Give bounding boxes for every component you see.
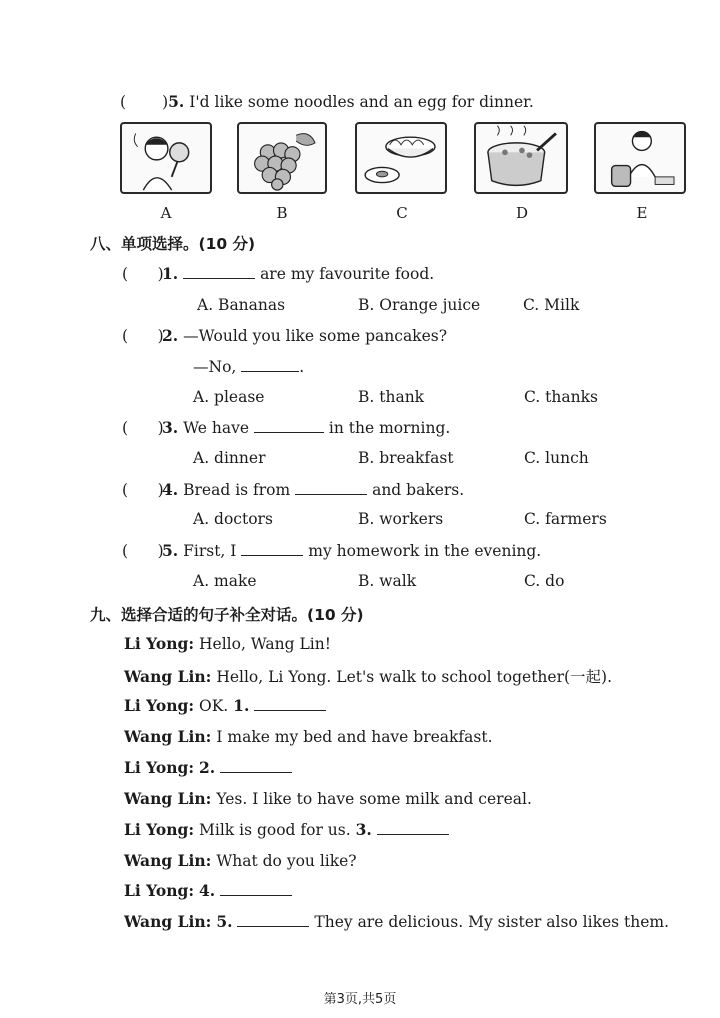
answer-blank[interactable] [254, 696, 326, 711]
option-b: B. Orange juice [358, 296, 481, 314]
question-text-before: We have [183, 419, 250, 437]
answer-blank[interactable] [220, 758, 292, 773]
question-text-after: my homework in the evening. [308, 542, 542, 560]
option-a: A. Bananas [197, 296, 286, 314]
dialogue-line-5 [124, 758, 292, 777]
answer-paren[interactable]: ( ) [122, 419, 164, 437]
mc-question-2 [122, 326, 447, 345]
option-a: A. dinner [193, 449, 266, 467]
picture-c [355, 122, 447, 194]
dialogue-text: I make my bed and have breakfast. [216, 728, 493, 746]
noodles-and-egg-icon [357, 124, 445, 192]
answer-paren-open[interactable]: ( [120, 93, 127, 111]
child-with-schoolbag-icon [596, 124, 684, 192]
question-text: are my favourite food. [260, 265, 435, 283]
mc-question-2-reply [193, 357, 304, 376]
picture-a [120, 122, 212, 194]
dialogue-line-7 [124, 820, 449, 839]
picture-letter-e: E [636, 204, 648, 222]
option-a: A. please [193, 388, 265, 406]
dialogue-line-2 [124, 665, 612, 687]
picture-d [474, 122, 568, 194]
speaker-name: Li Yong: [124, 696, 195, 715]
blank-number: 4. [199, 881, 216, 900]
question-text: —Would you like some pancakes? [183, 327, 448, 345]
dialogue-text: Hello, Wang Lin! [199, 635, 331, 653]
child-with-mirror-icon [122, 124, 210, 192]
picture-e [594, 122, 686, 194]
speaker-name: Wang Lin: [124, 727, 212, 746]
blank-number: 5. [216, 912, 233, 931]
answer-blank[interactable] [237, 912, 309, 927]
speaker-name: Wang Lin: [124, 851, 212, 870]
section-9-title: 九、选择合适的句子补全对话。(10 分) [90, 606, 364, 624]
option-a: A. doctors [193, 510, 273, 528]
mc-question-4 [122, 480, 464, 499]
answer-paren[interactable]: ( ) [122, 481, 164, 499]
option-c: C. thanks [524, 388, 598, 406]
reply-text: —No, [193, 358, 237, 376]
question-text-after: in the morning. [328, 419, 451, 437]
question-number: 4. [162, 480, 179, 499]
question-number: 5. [162, 541, 179, 560]
blank-number: 3. [355, 820, 372, 839]
page-footer: 第3页,共5页 [323, 992, 397, 1007]
mc-question-3 [122, 418, 450, 437]
speaker-name: Li Yong: [124, 758, 195, 777]
question-number: 5. [168, 92, 185, 111]
option-a: A. make [193, 572, 257, 590]
dialogue-text: OK. [199, 697, 229, 715]
dialogue-line-10 [124, 912, 669, 931]
option-c: C. Milk [523, 296, 580, 314]
picture-letter-a: A [160, 204, 172, 222]
answer-blank[interactable] [183, 264, 255, 279]
question-text: I'd like some noodles and an egg for dinner. [189, 93, 534, 111]
picture-b [237, 122, 327, 194]
dialogue-line-8 [124, 851, 357, 870]
option-b: B. thank [358, 388, 425, 406]
answer-paren[interactable]: ( ) [122, 327, 164, 345]
question-number: 2. [162, 326, 179, 345]
dialogue-line-4 [124, 727, 493, 746]
answer-blank[interactable] [241, 541, 303, 556]
speaker-name: Wang Lin: [124, 789, 212, 808]
question-text-before: First, I [183, 542, 237, 560]
question-number: 1. [162, 264, 179, 283]
dialogue-text: What do you like? [216, 852, 357, 870]
option-b: B. walk [358, 572, 417, 590]
answer-blank[interactable] [254, 418, 324, 433]
speaker-name: Wang Lin: [124, 667, 212, 686]
dialogue-line-1 [124, 634, 331, 653]
dialogue-text: Hello, Li Yong. Let's walk to school together(一起). [216, 668, 613, 686]
picture-question-5 [120, 92, 534, 111]
picture-letter-b: B [276, 204, 288, 222]
dialogue-line-6 [124, 789, 532, 808]
speaker-name: Li Yong: [124, 820, 195, 839]
dialogue-text: They are delicious. My sister also likes them. [314, 913, 670, 931]
speaker-name: Li Yong: [124, 881, 195, 900]
answer-paren-close: ) [162, 93, 169, 111]
answer-blank[interactable] [241, 357, 299, 372]
grapes-icon [239, 124, 325, 192]
blank-number: 1. [233, 696, 250, 715]
dialogue-text: Yes. I like to have some milk and cereal. [216, 790, 532, 808]
answer-blank[interactable] [377, 820, 449, 835]
dialogue-line-3 [124, 696, 326, 715]
option-c: C. do [524, 572, 565, 590]
option-c: C. lunch [524, 449, 589, 467]
reply-end: . [299, 358, 305, 376]
option-c: C. farmers [524, 510, 607, 528]
answer-paren[interactable]: ( ) [122, 265, 164, 283]
hotpot-icon [476, 124, 566, 192]
question-number: 3. [162, 418, 179, 437]
answer-paren[interactable]: ( ) [122, 542, 164, 560]
answer-blank[interactable] [295, 480, 367, 495]
dialogue-line-9 [124, 881, 292, 900]
answer-blank[interactable] [220, 881, 292, 896]
mc-question-5 [122, 541, 541, 560]
picture-letter-d: D [515, 204, 529, 222]
speaker-name: Li Yong: [124, 634, 195, 653]
speaker-name: Wang Lin: [124, 912, 212, 931]
mc-question-1 [122, 264, 434, 283]
option-b: B. breakfast [358, 449, 454, 467]
question-text-before: Bread is from [183, 481, 291, 499]
dialogue-text: Milk is good for us. [199, 821, 351, 839]
section-8-title: 八、单项选择。(10 分) [90, 235, 256, 253]
question-text-after: and bakers. [372, 481, 465, 499]
picture-letter-c: C [396, 204, 408, 222]
blank-number: 2. [199, 758, 216, 777]
option-b: B. workers [358, 510, 444, 528]
